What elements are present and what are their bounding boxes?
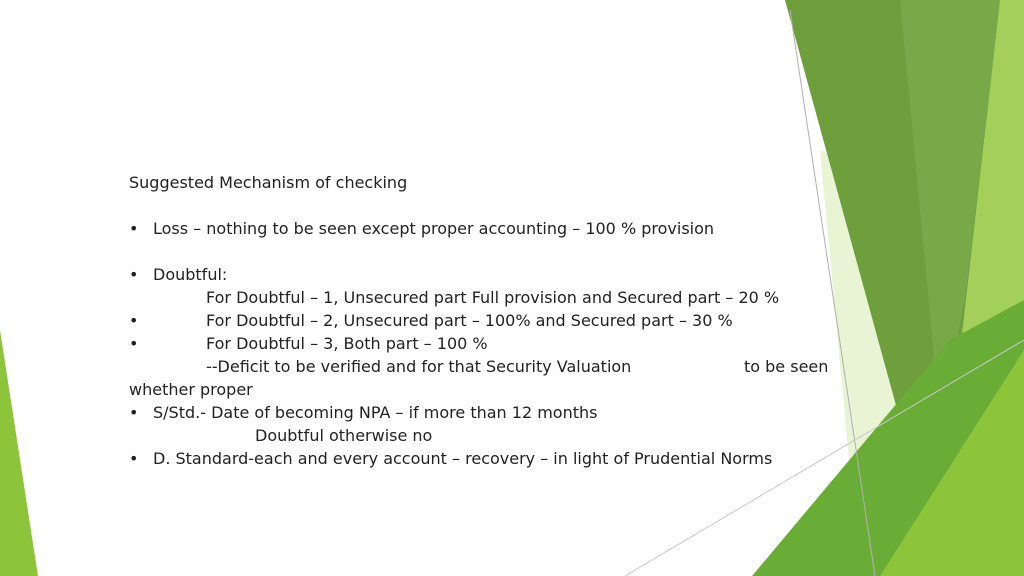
deficit-text-wrap: whether proper	[129, 380, 253, 399]
bullet-icon: •	[129, 449, 139, 468]
left-green-sliver	[0, 330, 38, 576]
d-standard-item: D. Standard-each and every account – recovery – in light of Prudential Norms	[153, 449, 773, 468]
bullet-icon: •	[129, 403, 139, 422]
loss-item: Loss – nothing to be seen except proper accounting – 100 % provision	[153, 219, 715, 238]
doubtful-3-item: For Doubtful – 3, Both part – 100 %	[206, 334, 488, 353]
slide-heading: Suggested Mechanism of checking	[129, 173, 408, 192]
substandard-item: S/Std.- Date of becoming NPA – if more than 12 months	[153, 403, 598, 422]
bullet-icon: •	[129, 265, 139, 284]
doubtful-label: Doubtful:	[153, 265, 228, 284]
deficit-text: --Deficit to be verified and for that Security Valuation	[206, 357, 632, 376]
bullet-icon: •	[129, 219, 139, 238]
bullet-icon: •	[129, 334, 139, 353]
doubtful-2-item: For Doubtful – 2, Unsecured part – 100% and Secured part – 30 %	[206, 311, 733, 330]
substandard-continuation: Doubtful otherwise no	[255, 426, 433, 445]
doubtful-1-item: For Doubtful – 1, Unsecured part Full provision and Secured part – 20 %	[206, 288, 780, 307]
bullet-icon: •	[129, 311, 139, 330]
deficit-text-end: to be seen	[744, 357, 829, 376]
